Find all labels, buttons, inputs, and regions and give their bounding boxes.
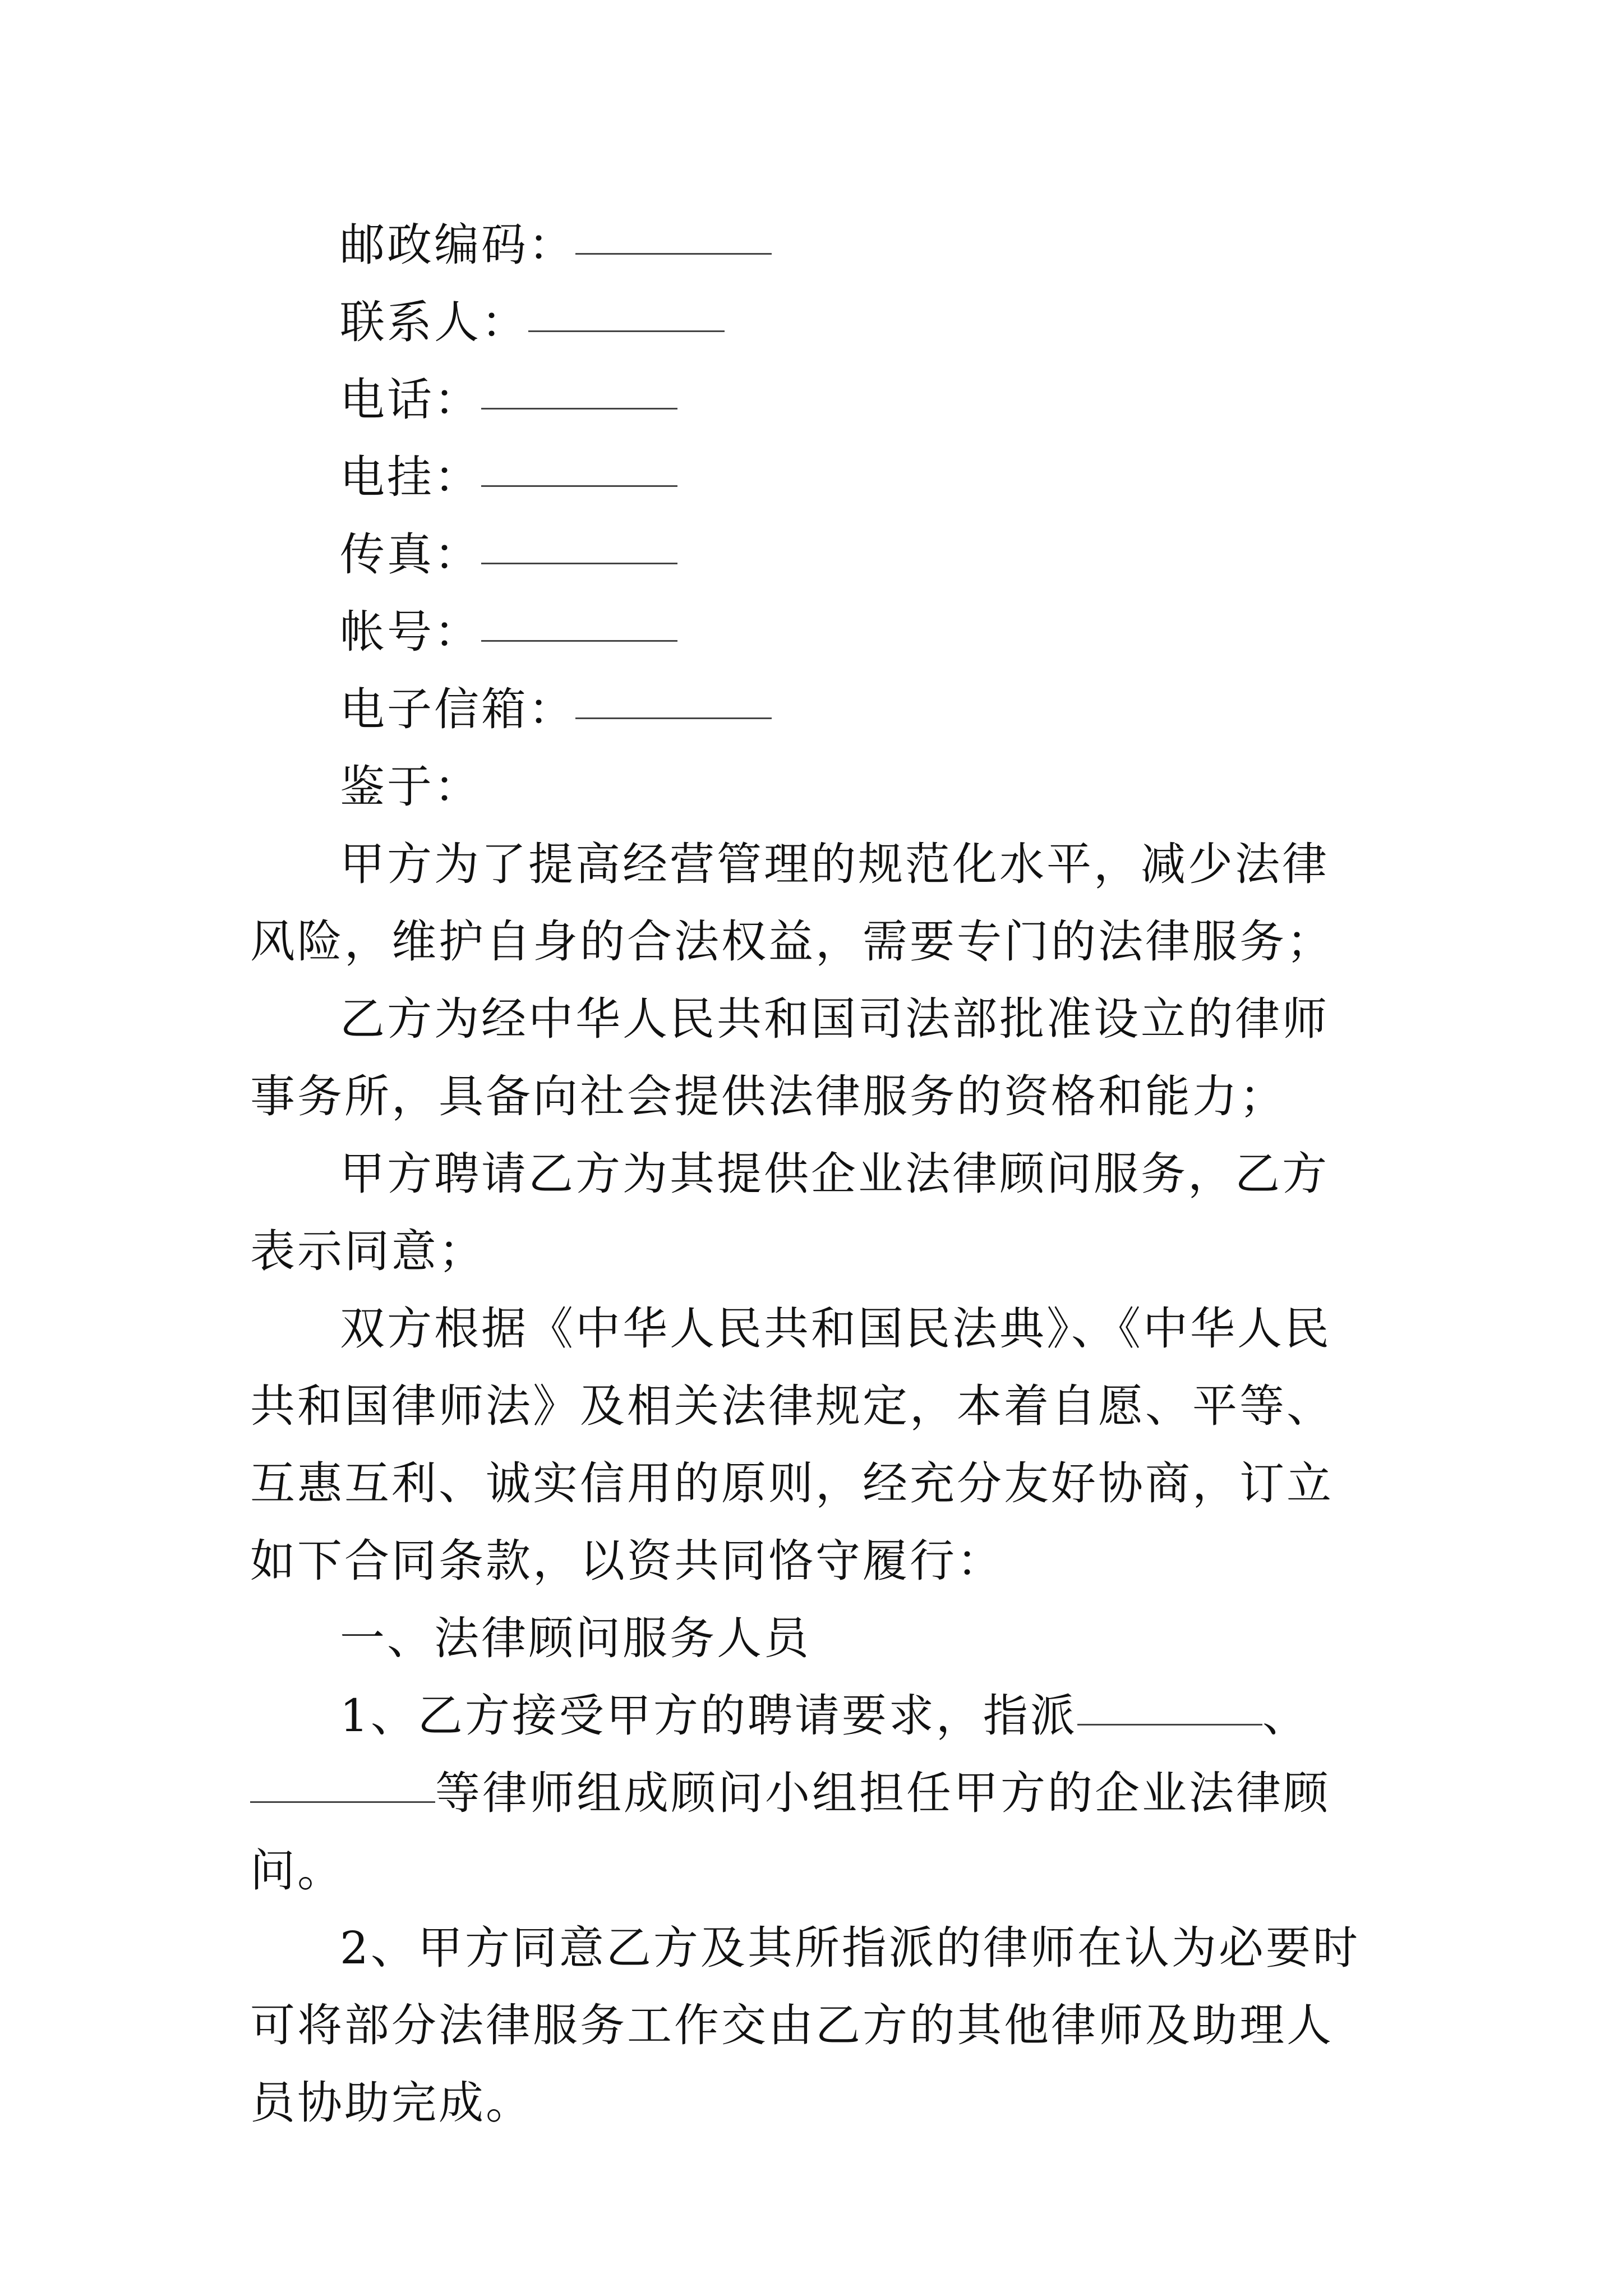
blank-line xyxy=(250,1800,435,1803)
whereas-label: 鉴于： xyxy=(340,761,481,813)
blank-line xyxy=(575,716,772,719)
field-email xyxy=(250,671,1372,748)
blank-line xyxy=(528,329,725,332)
clause-1-suffix: 等律师组成顾问小组担任甲方的企业法律顾问。 xyxy=(250,1767,1330,1897)
field-label: 电话： xyxy=(340,374,481,426)
clause-1-prefix: 1、乙方接受甲方的聘请要求，指派 xyxy=(340,1690,1077,1742)
field-contact xyxy=(250,284,1372,361)
field-postal-code xyxy=(250,206,1372,284)
paragraph-purpose: 甲方为了提高经营管理的规范化水平，减少法律风险，维护自身的合法权益，需要专门的法律服务； xyxy=(250,838,1334,968)
field-cable xyxy=(250,439,1372,516)
field-label: 电挂： xyxy=(340,451,481,503)
field-account xyxy=(250,593,1372,671)
clause-2: 2、甲方同意乙方及其所指派的律师在认为必要时可将部分法律服务工作交由乙方的其他律师及助理人员协助完成。 xyxy=(250,1922,1360,2129)
field-label: 电子信箱： xyxy=(340,683,575,735)
paragraph-legal-basis: 双方根据《中华人民共和国民法典》、《中华人民共和国律师法》及相关法律规定，本着自愿、平等、互惠互利、诚实信用的原则，经充分友好协商，订立如下合同条款，以资共同恪守履行： xyxy=(250,1303,1334,1587)
blank-line xyxy=(481,639,677,642)
field-label: 邮政编码： xyxy=(340,219,575,271)
clause-1-separator: 、 xyxy=(1262,1690,1310,1742)
field-label: 传真： xyxy=(340,528,481,581)
paragraph-qualification: 乙方为经中华人民共和国司法部批准设立的律师事务所，具备向社会提供法律服务的资格和能力； xyxy=(250,993,1329,1122)
section-title: 一、法律顾问服务人员 xyxy=(340,1612,811,1664)
paragraph-engagement: 甲方聘请乙方为其提供企业法律顾问服务，乙方表示同意； xyxy=(250,1148,1329,1277)
document-body xyxy=(250,206,1372,2142)
blank-line xyxy=(481,484,677,487)
field-fax xyxy=(250,516,1372,593)
blank-line xyxy=(481,407,677,409)
clause-1 xyxy=(250,1677,1372,1910)
blank-line xyxy=(1077,1723,1262,1726)
field-phone xyxy=(250,361,1372,439)
blank-line xyxy=(481,562,677,564)
blank-line xyxy=(575,252,772,255)
field-label: 联系人： xyxy=(340,296,528,348)
field-label: 帐号： xyxy=(340,606,481,658)
